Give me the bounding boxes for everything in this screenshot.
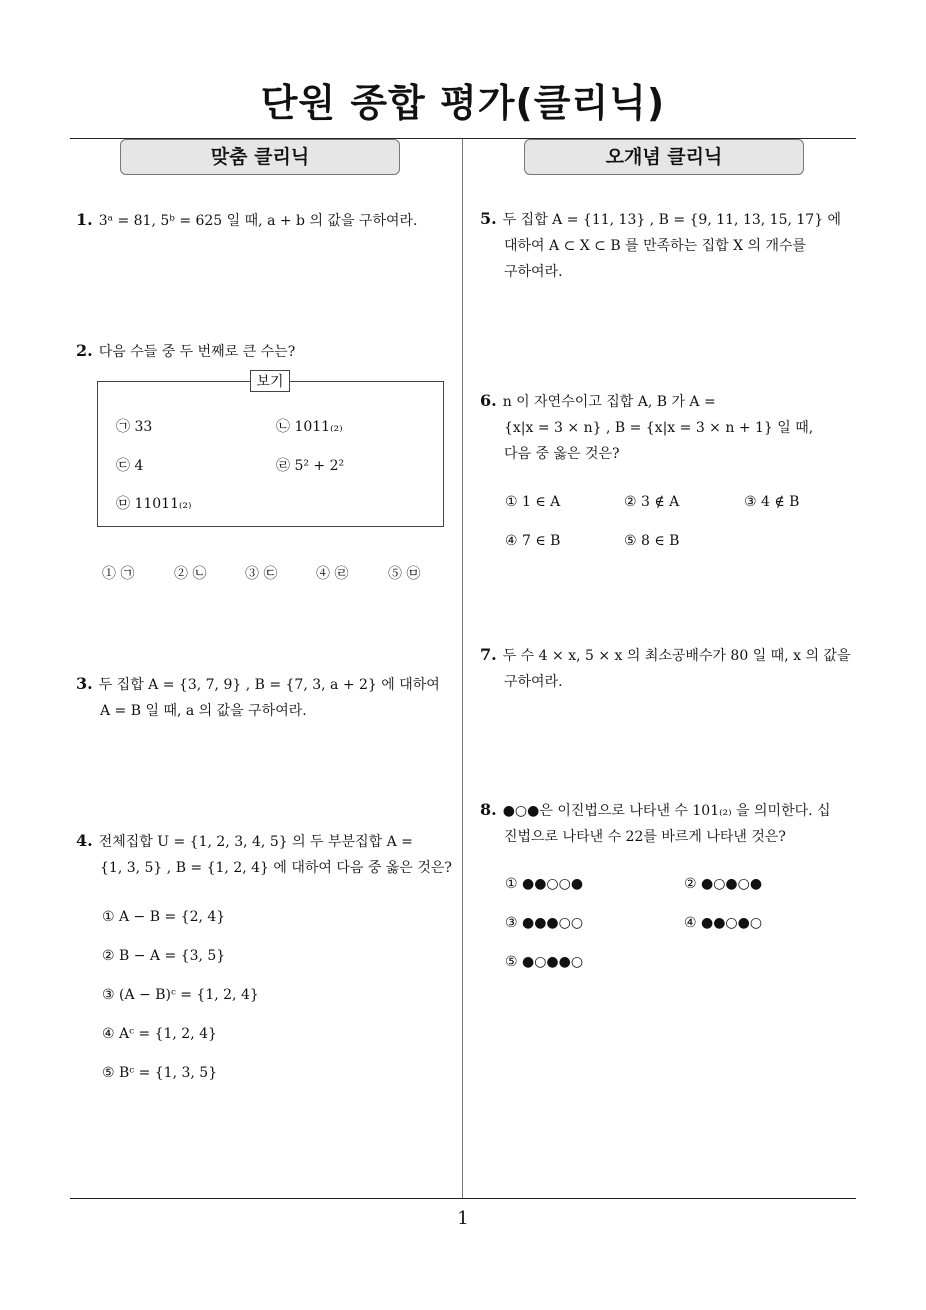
question-8 <box>480 797 864 850</box>
question-1 <box>76 207 456 234</box>
choice[interactable]: ③ ●●●○○ <box>505 915 584 931</box>
example-item: ㉣ 5² + 2² <box>276 458 345 474</box>
question-text: 다음 중 옳은 것은? <box>504 446 620 462</box>
choice[interactable]: ② 3 ∉ A <box>624 494 680 510</box>
example-box-label: 보기 <box>250 370 290 392</box>
question-number: 7. <box>480 645 497 664</box>
question-number: 5. <box>480 209 497 228</box>
question-2 <box>76 338 456 365</box>
choice[interactable]: ① A − B = {2, 4} <box>102 909 226 925</box>
question-text: {1, 3, 5} , B = {1, 2, 4} 에 대하여 다음 중 옳은 것은? <box>100 860 452 876</box>
choice[interactable]: ④ ㉣ <box>316 566 349 582</box>
question-3 <box>76 671 460 724</box>
question-text: n 이 자연수이고 집합 A, B 가 A = <box>502 394 716 410</box>
question-text: 구하여라. <box>504 674 563 690</box>
question-text: 전체집합 U = {1, 2, 3, 4, 5} 의 두 부분집합 A = <box>98 834 413 850</box>
page-title: 단원 종합 평가(클리닉) <box>260 81 666 125</box>
choice[interactable]: ① ㉠ <box>102 566 135 582</box>
right-section-header: 오개념 클리닉 <box>524 139 804 175</box>
question-4 <box>76 828 460 881</box>
choice[interactable]: ⑤ 8 ∈ B <box>624 533 680 549</box>
example-item: ㉡ 1011₍₂₎ <box>276 419 343 435</box>
question-text: 두 수 4 × x, 5 × x 의 최소공배수가 80 일 때, x 의 값을 <box>502 648 851 664</box>
choice[interactable]: ③ 4 ∉ B <box>744 494 800 510</box>
choice[interactable]: ④ ●●○●○ <box>684 915 763 931</box>
left-section-header: 맞춤 클리닉 <box>120 139 400 175</box>
choice[interactable]: ① 1 ∈ A <box>505 494 561 510</box>
question-7 <box>480 642 864 695</box>
question-number: 1. <box>76 210 93 229</box>
choice[interactable]: ⑤ ㉤ <box>388 566 421 582</box>
choice[interactable]: ⑤ Bᶜ = {1, 3, 5} <box>102 1065 218 1081</box>
question-text: 두 집합 A = {3, 7, 9} , B = {7, 3, a + 2} 에 대하여 <box>98 677 440 693</box>
question-text: 대하여 A ⊂ X ⊂ B 를 만족하는 집합 X 의 개수를 <box>504 238 807 254</box>
question-5 <box>480 206 860 285</box>
choice[interactable]: ② ●○●○● <box>684 876 763 892</box>
column-divider <box>462 139 463 1199</box>
question-number: 6. <box>480 391 497 410</box>
question-text: 진법으로 나타낸 수 22를 바르게 나타낸 것은? <box>504 829 786 845</box>
example-item: ㉢ 4 <box>116 458 144 474</box>
question-text: A = B 일 때, a 의 값을 구하여라. <box>100 703 307 719</box>
question-number: 2. <box>76 341 93 360</box>
choice[interactable]: ③ (A − B)ᶜ = {1, 2, 4} <box>102 987 259 1003</box>
choice[interactable]: ④ 7 ∈ B <box>505 533 561 549</box>
question-text: 다음 수들 중 두 번째로 큰 수는? <box>98 344 296 360</box>
question-text: {x|x = 3 × n} , B = {x|x = 3 × n + 1} 일 때, <box>504 420 814 436</box>
choice[interactable]: ② ㉡ <box>174 566 207 582</box>
example-item: ㉠ 33 <box>116 419 153 435</box>
page-number: 1 <box>457 1208 469 1229</box>
choice[interactable]: ② B − A = {3, 5} <box>102 948 226 964</box>
bottom-rule <box>70 1198 856 1199</box>
question-text: 3ᵃ = 81, 5ᵇ = 625 일 때, a + b 의 값을 구하여라. <box>98 213 418 229</box>
question-text: 두 집합 A = {11, 13} , B = {9, 11, 13, 15, 17} 에 <box>502 212 842 228</box>
choice[interactable]: ① ●●○○● <box>505 876 584 892</box>
example-item: ㉤ 11011₍₂₎ <box>116 496 192 512</box>
choice[interactable]: ③ ㉢ <box>245 566 278 582</box>
choice[interactable]: ④ Aᶜ = {1, 2, 4} <box>102 1026 217 1042</box>
choice[interactable]: ⑤ ●○●●○ <box>505 954 584 970</box>
question-number: 8. <box>480 800 497 819</box>
question-6 <box>480 388 860 467</box>
question-number: 4. <box>76 831 93 850</box>
question-text: ●○●은 이진법으로 나타낸 수 101₍₂₎ 을 의미한다. 십 <box>502 803 831 819</box>
question-text: 구하여라. <box>504 264 563 280</box>
question-number: 3. <box>76 674 93 693</box>
